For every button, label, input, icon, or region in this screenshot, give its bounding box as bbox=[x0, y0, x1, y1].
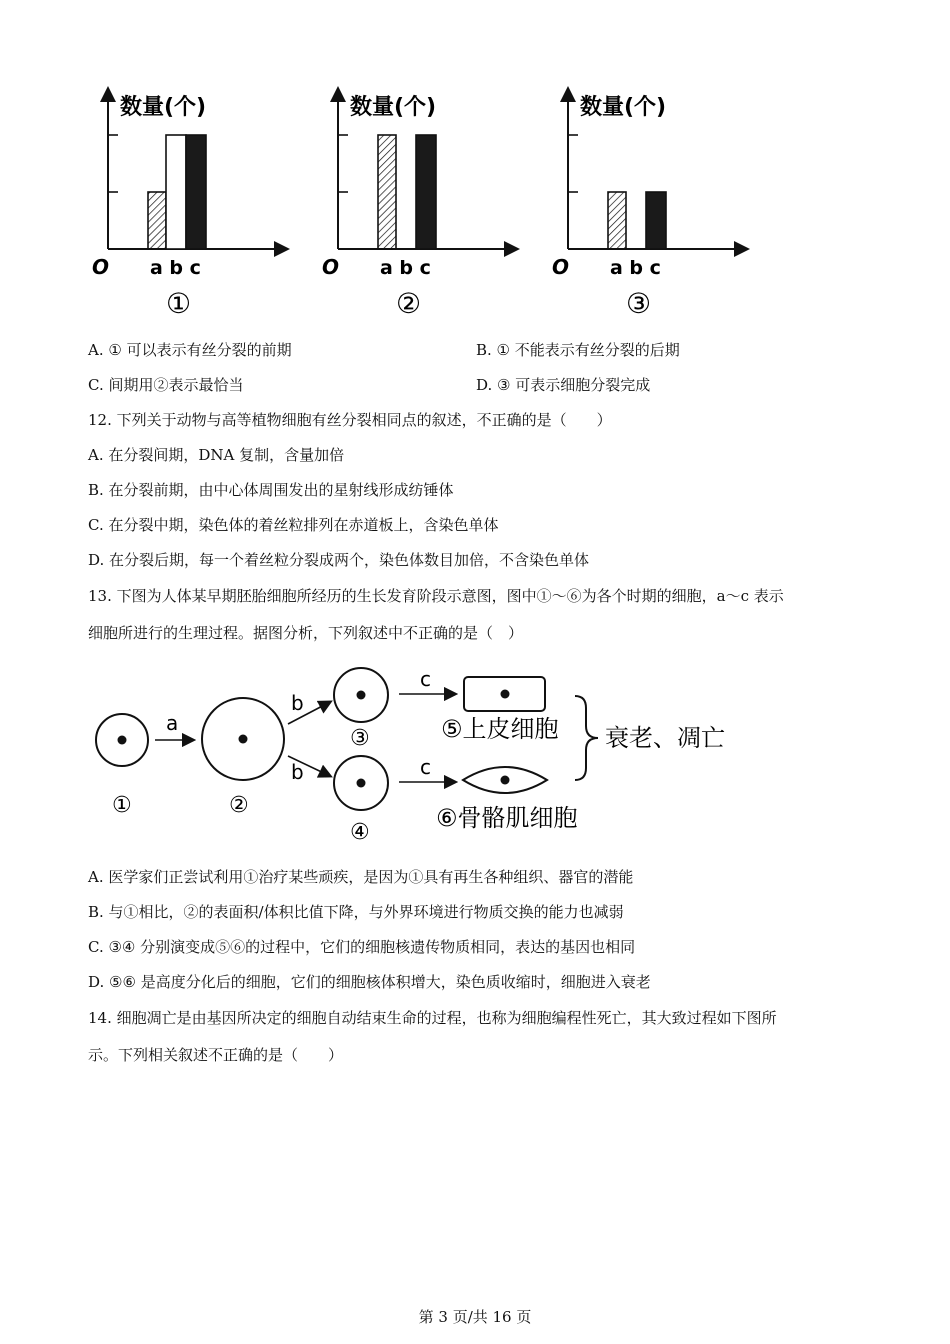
chart-2-origin: O bbox=[322, 255, 340, 279]
process-c-lower-label: c bbox=[420, 755, 431, 779]
chart-3-bar-c bbox=[646, 192, 666, 249]
chart-1-origin: O bbox=[92, 255, 110, 279]
brace bbox=[575, 696, 598, 780]
q11-option-d[interactable]: D. ③ 可表示细胞分裂完成 bbox=[476, 376, 651, 394]
chart-3-bar-a bbox=[608, 192, 626, 249]
chart-3-label: ③ bbox=[626, 287, 652, 320]
q13-option-b[interactable]: B. 与①相比，②的表面积/体积比值下降，与外界环境进行物质交换的能力也减弱 bbox=[88, 903, 624, 921]
q12-option-d[interactable]: D. 在分裂后期，每一个着丝粒分裂成两个，染色体数目加倍，不含染色单体 bbox=[88, 551, 590, 569]
chart-2-ylabel: 数量(个) bbox=[350, 95, 437, 120]
q12-option-b[interactable]: B. 在分裂前期，由中心体周围发出的星射线形成纺锤体 bbox=[88, 481, 454, 499]
cell-5-label: ⑤上皮细胞 bbox=[441, 715, 559, 743]
q12-option-c[interactable]: C. 在分裂中期，染色体的着丝粒排列在赤道板上，含染色单体 bbox=[88, 516, 499, 534]
q14-stem-line1: 14. 细胞凋亡是由基因所决定的细胞自动结束生命的过程，也称为细胞编程性死亡，其大致过程如下图所 bbox=[88, 1009, 777, 1027]
chart-2-bar-a bbox=[378, 135, 396, 249]
cell-6-label: ⑥骨骼肌细胞 bbox=[436, 804, 578, 832]
process-b-lower-label: b bbox=[291, 760, 304, 784]
q11-charts bbox=[0, 80, 950, 330]
process-a-label: a bbox=[166, 711, 179, 735]
q14-stem-line2: 示。下列相关叙述不正确的是（ ） bbox=[88, 1046, 344, 1064]
q13-option-c[interactable]: C. ③④ 分别演变成⑤⑥的过程中，它们的细胞核遗传物质相同，表达的基因也相同 bbox=[88, 938, 636, 956]
cell-4-label: ④ bbox=[350, 820, 370, 845]
chart-3-ylabel: 数量(个) bbox=[580, 95, 667, 120]
chart-1-label: ① bbox=[166, 287, 192, 320]
fate-label: 衰老、凋亡 bbox=[605, 724, 725, 752]
q13-cell-diagram bbox=[0, 662, 950, 852]
q13-stem-line1: 13. 下图为人体某早期胚胎细胞所经历的生长发育阶段示意图，图中①～⑥为各个时期的细胞，a～c 表示 bbox=[88, 587, 784, 605]
chart-2-label: ② bbox=[396, 287, 422, 320]
page-footer: 第 3 页/共 16 页 bbox=[418, 1308, 532, 1326]
q13-stem-line2: 细胞所进行的生理过程。据图分析，下列叙述中不正确的是（ ） bbox=[88, 624, 524, 642]
chart-1-bar-b bbox=[166, 135, 186, 249]
chart-2-xlabel: a b c bbox=[380, 257, 431, 279]
chart-3-origin: O bbox=[552, 255, 570, 279]
chart-1-bar-a bbox=[148, 192, 166, 249]
q13-option-a[interactable]: A. 医学家们正尝试利用①治疗某些顽疾，是因为①具有再生各种组织、器官的潜能 bbox=[88, 868, 634, 886]
process-b-upper-label: b bbox=[291, 691, 304, 715]
chart-3-xlabel: a b c bbox=[610, 257, 661, 279]
cell-1-label: ① bbox=[112, 793, 132, 818]
chart-2-bar-c bbox=[416, 135, 436, 249]
cell-2-label: ② bbox=[229, 793, 249, 818]
q13-option-d[interactable]: D. ⑤⑥ 是高度分化后的细胞，它们的细胞核体积增大，染色质收缩时，细胞进入衰老 bbox=[88, 973, 651, 991]
process-c-upper-label: c bbox=[420, 667, 431, 691]
chart-1-bar-c bbox=[186, 135, 206, 249]
q11-option-a[interactable]: A. ① 可以表示有丝分裂的前期 bbox=[88, 341, 292, 359]
q11-option-c[interactable]: C. 间期用②表示最恰当 bbox=[88, 376, 244, 394]
q12-stem: 12. 下列关于动物与高等植物细胞有丝分裂相同点的叙述，不正确的是（ ） bbox=[88, 411, 612, 429]
cell-3-label: ③ bbox=[350, 726, 370, 751]
q11-option-b[interactable]: B. ① 不能表示有丝分裂的后期 bbox=[476, 341, 680, 359]
chart-1-xlabel: a b c bbox=[150, 257, 201, 279]
q12-option-a[interactable]: A. 在分裂间期，DNA 复制，含量加倍 bbox=[88, 446, 345, 464]
chart-1-ylabel: 数量(个) bbox=[120, 95, 207, 120]
